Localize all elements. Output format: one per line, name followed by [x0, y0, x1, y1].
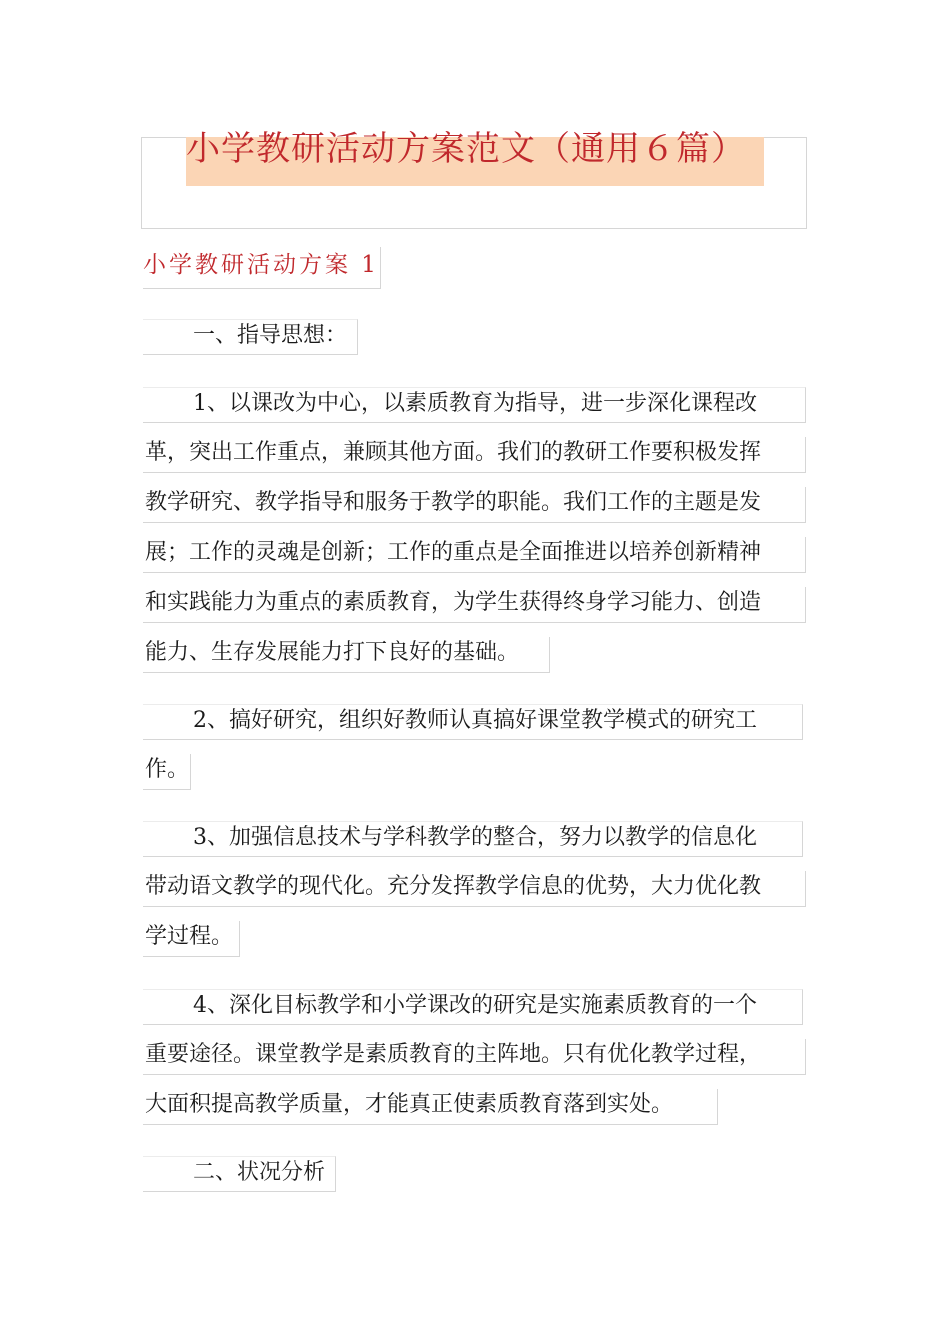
section-title: 小学教研活动方案 1	[143, 247, 381, 289]
document-title: 小学教研活动方案范文（通用６篇）	[186, 129, 746, 169]
paragraph-line: 能力、生存发展能力打下良好的基础。	[143, 637, 550, 673]
paragraph-line: 大面积提高教学质量，才能真正使素质教育落到实处。	[143, 1089, 718, 1125]
paragraph-line: 作。	[143, 754, 191, 790]
paragraph-line: 1、以课改为中心，以素质教育为指导，进一步深化课程改	[143, 387, 806, 423]
paragraph-line: 带动语文教学的现代化。充分发挥教学信息的优势，大力优化教	[143, 871, 806, 907]
heading-guiding-ideology: 一、指导思想：	[143, 319, 358, 355]
paragraph-line: 学过程。	[143, 921, 240, 957]
paragraph-line: 4、深化目标教学和小学课改的研究是实施素质教育的一个	[143, 989, 803, 1025]
heading-situation-analysis: 二、状况分析	[143, 1156, 336, 1192]
paragraph-line: 展；工作的灵魂是创新；工作的重点是全面推进以培养创新精神	[143, 537, 806, 573]
paragraph-line: 革，突出工作重点，兼顾其他方面。我们的教研工作要积极发挥	[143, 437, 806, 473]
paragraph-line: 重要途径。课堂教学是素质教育的主阵地。只有优化教学过程，	[143, 1039, 806, 1075]
paragraph-line: 和实践能力为重点的素质教育，为学生获得终身学习能力、创造	[143, 587, 806, 623]
paragraph-line: 3、加强信息技术与学科教学的整合，努力以教学的信息化	[143, 821, 803, 857]
paragraph-line: 2、搞好研究，组织好教师认真搞好课堂教学模式的研究工	[143, 704, 803, 740]
paragraph-line: 教学研究、教学指导和服务于教学的职能。我们工作的主题是发	[143, 487, 806, 523]
